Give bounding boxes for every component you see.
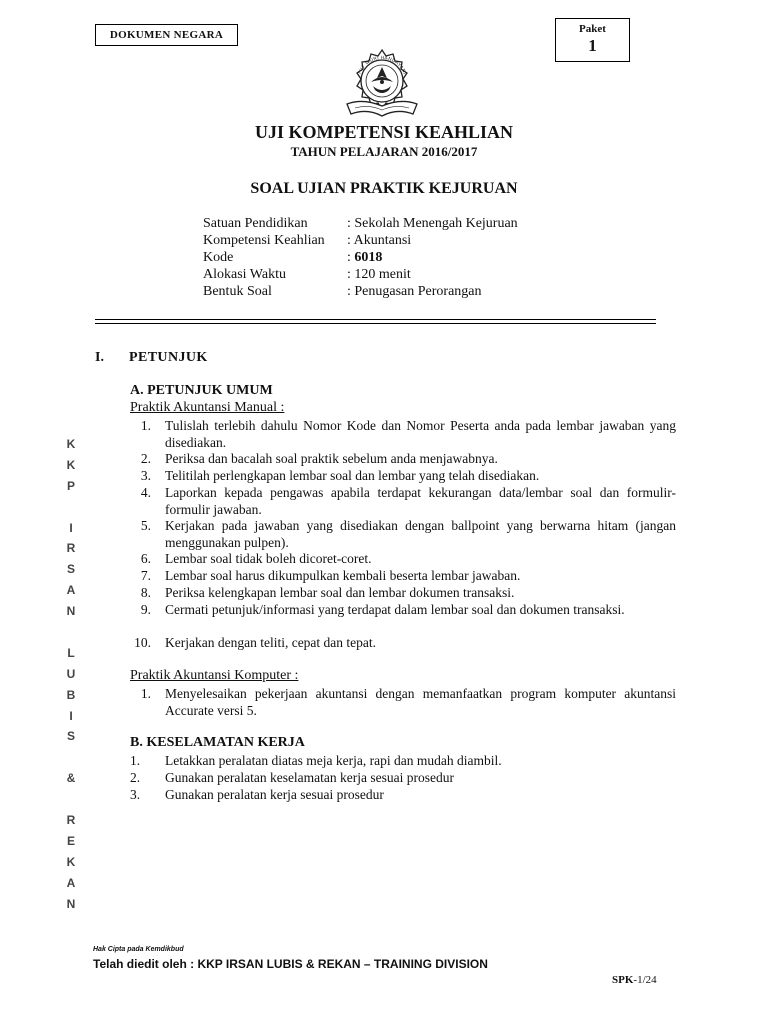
list-item: Tulislah terlebih dahulu Nomor Kode dan Nomor Peserta anda pada lembar jawaban yang disediakan. bbox=[165, 418, 676, 450]
side-letter: R bbox=[66, 541, 76, 556]
divider-bottom bbox=[95, 323, 656, 324]
side-letter: R bbox=[66, 813, 76, 828]
subsection-heading-petunjuk-umum: A. PETUNJUK UMUM bbox=[130, 383, 273, 398]
document-classification-label: DOKUMEN NEGARA bbox=[95, 24, 238, 46]
side-letter bbox=[60, 622, 82, 643]
list-item-number: 7. bbox=[140, 568, 151, 583]
meta-label-bentuk-soal: Bentuk Soal bbox=[203, 284, 272, 299]
side-letter: A bbox=[66, 875, 76, 890]
manual-practice-label: Praktik Akuntansi Manual : bbox=[130, 400, 285, 415]
list-item-number: 1. bbox=[140, 686, 151, 701]
edited-by-notice: Telah diedit oleh : KKP IRSAN LUBIS & REKAN – TRAINING DIVISION bbox=[93, 957, 488, 971]
meta-label-alokasi-waktu: Alokasi Waktu bbox=[203, 267, 286, 282]
list-item-number: 3. bbox=[130, 787, 141, 802]
meta-label-kompetensi-keahlian: Kompetensi Keahlian bbox=[203, 233, 325, 248]
list-item-number: 10. bbox=[134, 635, 151, 650]
side-letter bbox=[60, 497, 82, 518]
list-item: Lembar soal harus dikumpulkan kembali beserta lembar jawaban. bbox=[165, 568, 521, 583]
side-letter: N bbox=[66, 604, 76, 619]
emblem-motto: TUT WURI HANDAYANI bbox=[356, 54, 408, 76]
side-letter: & bbox=[66, 771, 76, 786]
subsection-heading-keselamatan-kerja: B. KESELAMATAN KERJA bbox=[130, 735, 305, 750]
side-letter: N bbox=[66, 896, 76, 911]
side-letter: S bbox=[66, 729, 75, 744]
meta-label-satuan-pendidikan: Satuan Pendidikan bbox=[203, 216, 308, 231]
exam-main-title: UJI KOMPETENSI KEAHLIAN bbox=[254, 122, 514, 142]
computer-practice-label: Praktik Akuntansi Komputer : bbox=[130, 668, 299, 683]
side-letter: K bbox=[66, 457, 76, 472]
paket-box bbox=[555, 18, 630, 62]
copyright-notice: Hak Cipta pada Kemdikbud bbox=[93, 946, 184, 953]
list-item: Menyelesaikan pekerjaan akuntansi dengan memanfaatkan program komputer akuntansi Accurate versi 5. bbox=[165, 686, 676, 718]
side-letter: L bbox=[67, 645, 75, 660]
list-item: Letakkan peralatan diatas meja kerja, rapi dan mudah diambil. bbox=[165, 753, 502, 768]
list-item: Lembar soal tidak boleh dicoret-coret. bbox=[165, 551, 372, 566]
list-item: Kerjakan pada jawaban yang disediakan dengan ballpoint yang berwarna hitam (jangan menggunakan pulpen). bbox=[165, 518, 676, 550]
side-letter: K bbox=[66, 437, 76, 451]
list-item: Laporkan kepada pengawas apabila terdapat kekurangan data/lembar soal dan formulir-formulir jawaban. bbox=[165, 485, 676, 517]
paket-number: 1 bbox=[588, 36, 597, 55]
kode-number: 6018 bbox=[354, 250, 383, 265]
list-item: Kerjakan dengan teliti, cepat dan tepat. bbox=[165, 635, 377, 650]
meta-label-kode: Kode bbox=[203, 250, 234, 265]
divider-top bbox=[95, 319, 656, 320]
list-item: Cermati petunjuk/informasi yang terdapat dalam lembar soal dan dokumen transaksi. bbox=[165, 602, 625, 617]
meta-value-bentuk-soal: : Penugasan Perorangan bbox=[347, 284, 482, 299]
list-item-number: 5. bbox=[140, 518, 151, 533]
side-watermark bbox=[60, 434, 82, 914]
list-item-number: 3. bbox=[140, 468, 151, 483]
paket-label: Paket bbox=[579, 23, 606, 35]
list-item: Periksa kelengkapan lembar soal dan lembar dokumen transaksi. bbox=[165, 585, 515, 600]
kode-prefix: : bbox=[347, 250, 355, 265]
side-letter: B bbox=[66, 687, 76, 702]
list-item: Periksa dan bacalah soal praktik sebelum anda menjawabnya. bbox=[165, 451, 498, 466]
list-item-number: 9. bbox=[140, 602, 151, 617]
page-index: -1/24 bbox=[633, 974, 657, 986]
section-number: I. bbox=[95, 350, 104, 365]
page-code: SPK bbox=[612, 974, 634, 986]
section-title: PETUNJUK bbox=[129, 350, 208, 365]
side-letter: I bbox=[69, 708, 73, 723]
meta-value-kompetensi-keahlian: : Akuntansi bbox=[347, 233, 412, 248]
exam-subtitle: SOAL UJIAN PRAKTIK KEJURUAN bbox=[250, 180, 518, 197]
side-letter: S bbox=[66, 562, 75, 577]
side-letter bbox=[60, 789, 82, 810]
list-item-number: 1. bbox=[130, 753, 141, 768]
side-letter: U bbox=[66, 666, 76, 681]
meta-value-alokasi-waktu: : 120 menit bbox=[347, 267, 411, 282]
side-letter: I bbox=[69, 520, 73, 535]
list-item-number: 4. bbox=[140, 485, 151, 500]
list-item-number: 6. bbox=[140, 551, 151, 566]
list-item-number: 2. bbox=[130, 770, 141, 785]
list-item: Telitilah perlengkapan lembar soal dan lembar yang telah disediakan. bbox=[165, 468, 540, 483]
meta-value-kode bbox=[347, 250, 382, 266]
academic-year: TAHUN PELAJARAN 2016/2017 bbox=[290, 144, 478, 159]
list-item-number: 2. bbox=[140, 451, 151, 466]
list-item-number: 8. bbox=[140, 585, 151, 600]
list-item: Gunakan peralatan keselamatan kerja sesuai prosedur bbox=[165, 770, 454, 785]
meta-value-satuan-pendidikan: : Sekolah Menengah Kejuruan bbox=[347, 216, 518, 231]
side-letter: A bbox=[66, 583, 76, 598]
side-letter bbox=[60, 747, 82, 768]
list-item-number: 1. bbox=[140, 418, 151, 433]
side-letter: K bbox=[66, 854, 76, 869]
side-letter: P bbox=[66, 478, 75, 493]
list-item: Gunakan peralatan kerja sesuai prosedur bbox=[165, 787, 384, 802]
tut-wuri-handayani-emblem bbox=[343, 48, 421, 122]
page-number bbox=[612, 974, 657, 986]
side-letter: E bbox=[66, 833, 75, 848]
